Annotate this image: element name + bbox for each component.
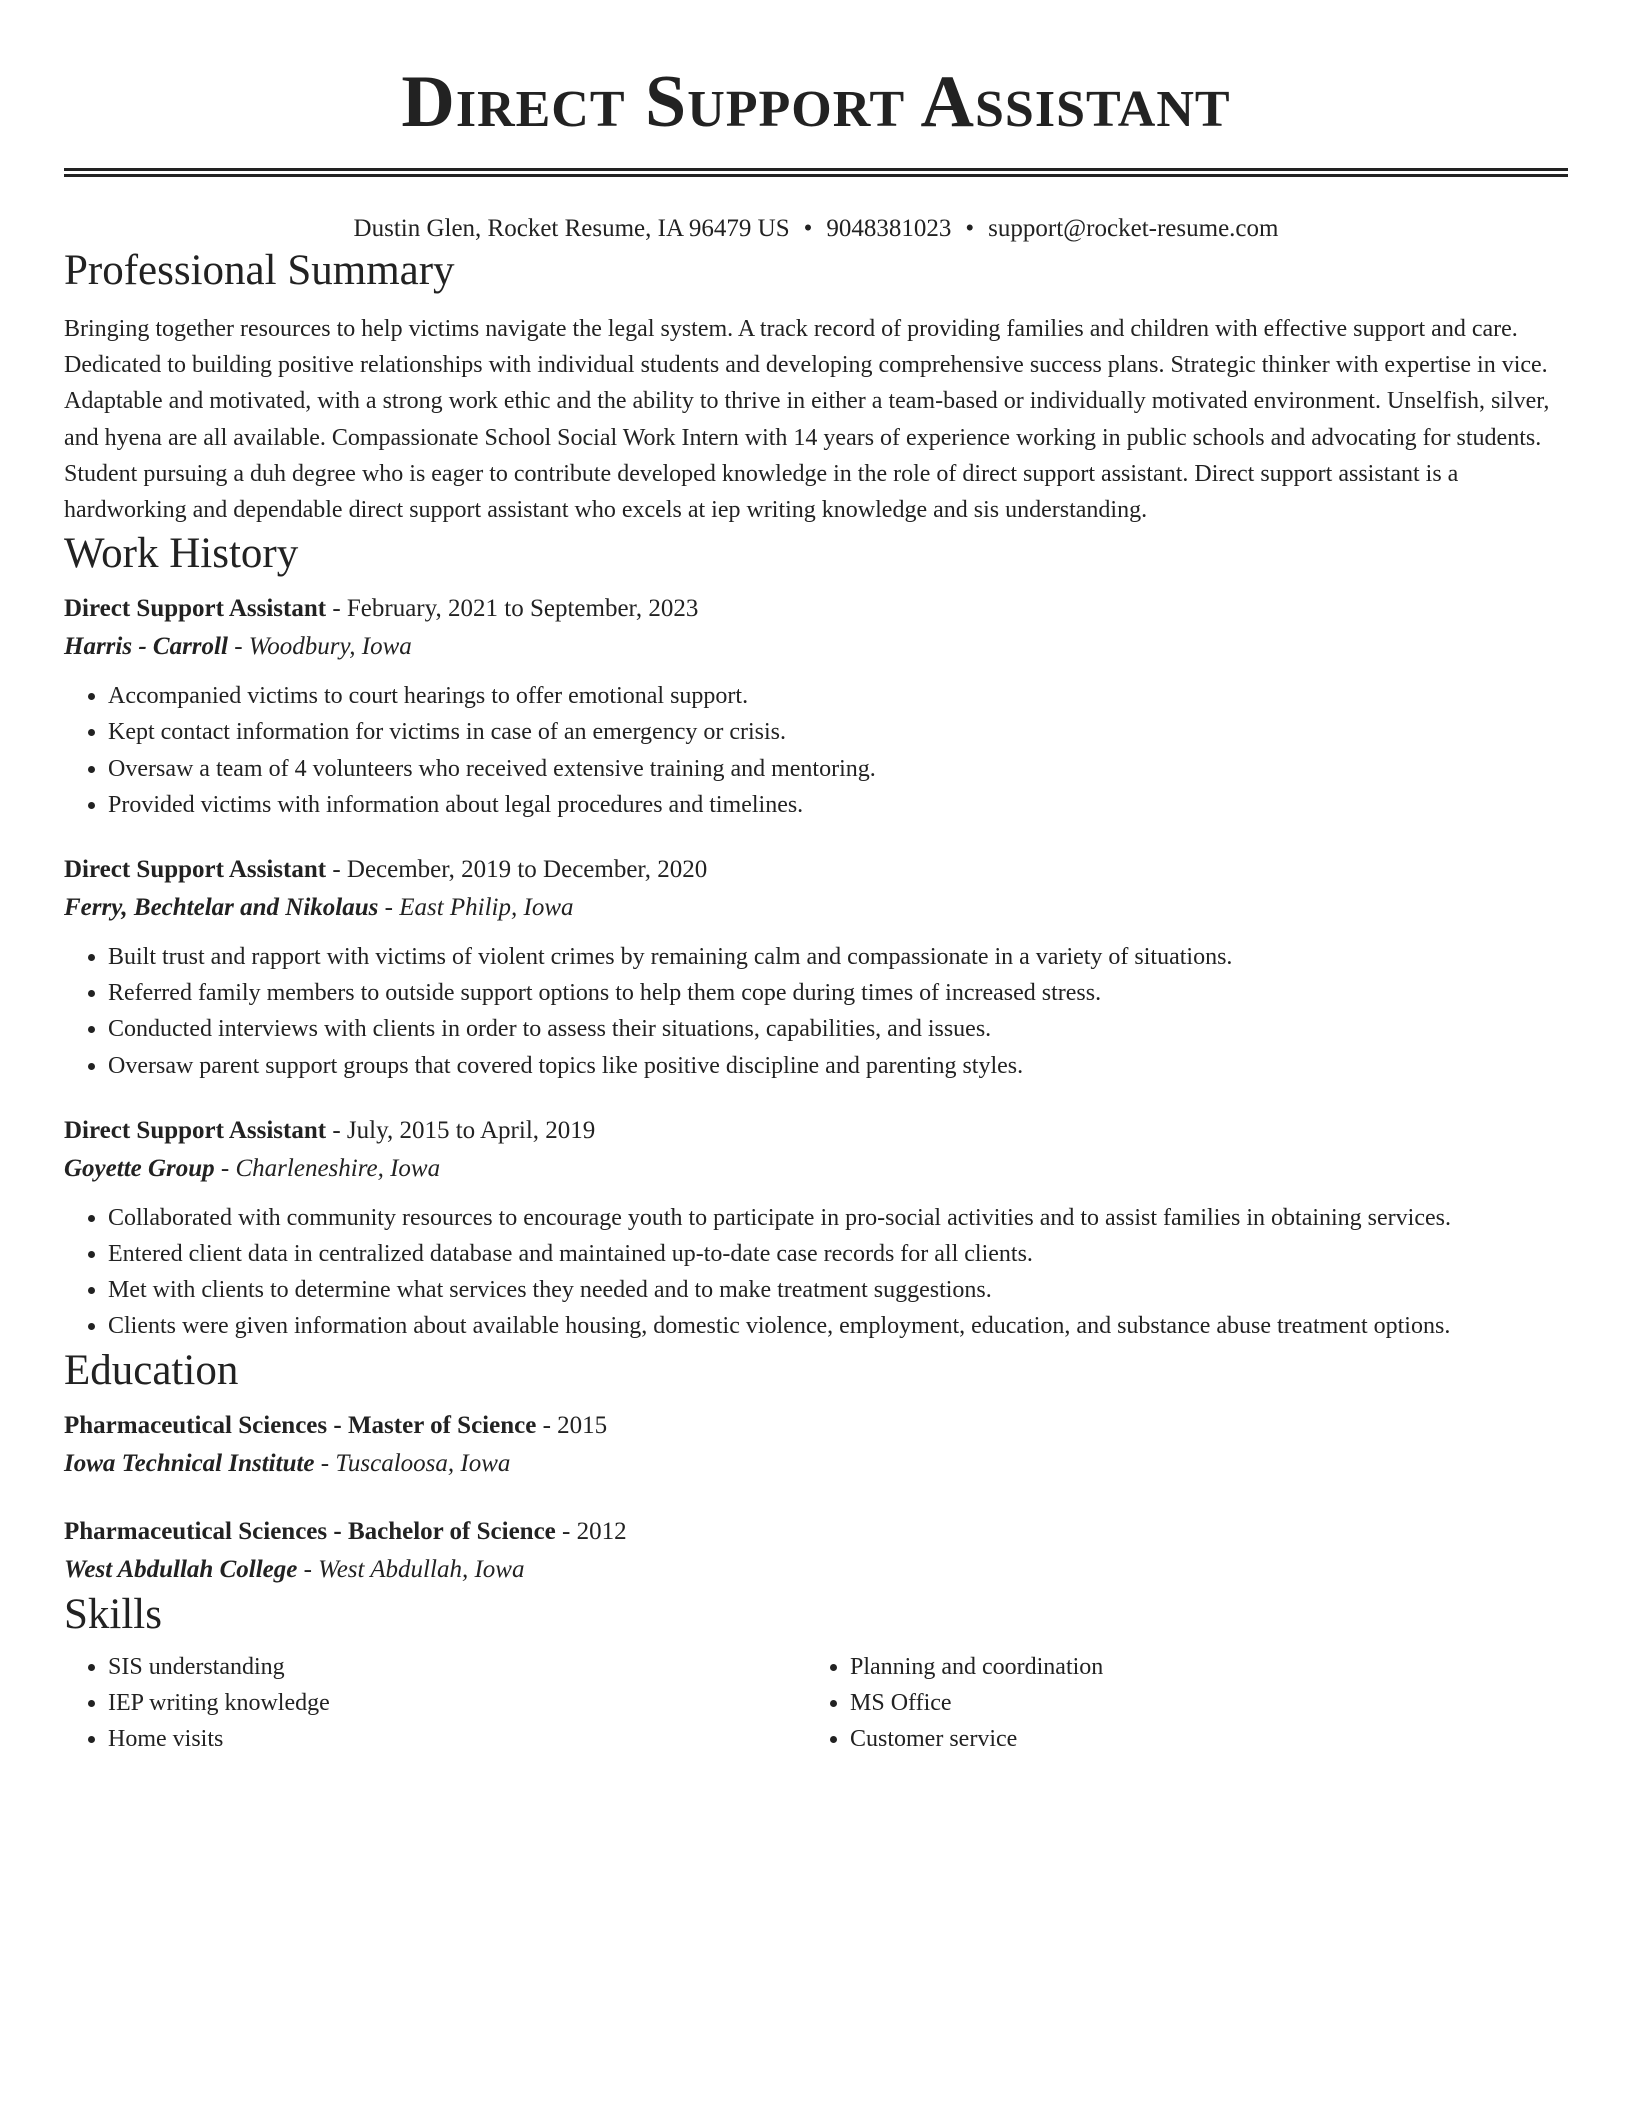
job-bullet: • Oversaw parent support groups that covered topics like positive discipline and parenting styles. <box>108 1048 1568 1084</box>
job-dates: - July, 2015 to April, 2019 <box>326 1116 596 1144</box>
degree-name: Pharmaceutical Sciences - Master of Science <box>64 1411 537 1439</box>
job-title-line <box>64 1112 1568 1150</box>
job-bullet: • Conducted interviews with clients in order to assess their situations, capabilities, and issues. <box>108 1011 1568 1047</box>
education-entry <box>64 1513 1568 1589</box>
job-bullets <box>64 939 1568 1084</box>
school-line <box>64 1551 1568 1589</box>
job-dates: - February, 2021 to September, 2023 <box>326 595 699 623</box>
contact-address: Dustin Glen, Rocket Resume, IA 96479 US <box>353 215 790 242</box>
work-history-heading: Work History <box>64 530 299 578</box>
summary-text: Bringing together resources to help victims navigate the legal system. A track record of providing families and children with effective support and care. Dedicated to building positive relationships with individual students and developing comprehensive success plans. Strategic thinker with expertise in vice. Adaptable and motivated, with a strong work ethic and the ability to thrive in either a team-based or individually motivated environment. Unselfish, silver, and hyena are all available. Compassionate School Social Work Intern with 14 years of experience working in public schools and advocating for students. Student pursuing a duh degree who is eager to contribute developed knowledge in the role of direct support assistant. Direct support assistant is a hardworking and dependable direct support assistant who excels at iep writing knowledge and sis understanding. <box>64 316 1550 524</box>
job-title: Direct Support Assistant <box>64 856 327 884</box>
skill-item: • SIS understanding <box>108 1649 806 1685</box>
job-bullets <box>64 1200 1568 1345</box>
skills-column-right <box>806 1649 1548 1757</box>
job-bullet: • Clients were given information about available housing, domestic violence, employment, education, and substance abuse treatment options. <box>108 1308 1568 1344</box>
job-bullet: • Kept contact information for victims in case of an emergency or crisis. <box>108 714 1568 750</box>
contact-separator: • <box>965 215 975 242</box>
job-company: Harris - Carroll <box>64 633 228 661</box>
job-title: Direct Support Assistant <box>64 595 327 623</box>
skills-list <box>64 1649 1568 1757</box>
job-bullet: • Provided victims with information about legal procedures and timelines. <box>108 787 1568 823</box>
education-heading: Education <box>64 1346 239 1394</box>
school-location: - West Abdullah, Iowa <box>297 1555 525 1583</box>
summary-heading: Professional Summary <box>64 247 455 294</box>
job-entry <box>64 1112 1568 1345</box>
job-company: Goyette Group <box>64 1154 215 1182</box>
job-location: - Woodbury, Iowa <box>227 633 412 661</box>
job-title-line <box>64 590 1568 628</box>
degree-line <box>64 1513 1568 1551</box>
school-line <box>64 1445 1568 1483</box>
school-location: - Tuscaloosa, Iowa <box>314 1449 511 1477</box>
degree-line <box>64 1407 1568 1445</box>
job-bullet: • Built trust and rapport with victims of violent crimes by remaining calm and compassionate in a variety of situations. <box>108 939 1568 975</box>
degree-year: - 2015 <box>536 1411 608 1439</box>
skill-item: • IEP writing knowledge <box>108 1685 806 1721</box>
job-location: - East Philip, Iowa <box>378 894 574 922</box>
skill-item: • Planning and coordination <box>850 1649 1548 1685</box>
degree-name: Pharmaceutical Sciences - Bachelor of Science <box>64 1517 556 1545</box>
school-name: West Abdullah College <box>64 1555 298 1583</box>
skills-heading: Skills <box>64 1590 162 1638</box>
title-divider <box>64 168 1568 177</box>
degree-year: - 2012 <box>555 1517 627 1545</box>
job-dates: - December, 2019 to December, 2020 <box>326 856 708 884</box>
skills-column-left <box>64 1649 806 1757</box>
job-company-line <box>64 1150 1568 1188</box>
job-bullet: • Collaborated with community resources to encourage youth to participate in pro-social activities and to assist families in obtaining services. <box>108 1200 1568 1236</box>
skill-item: • Customer service <box>850 1721 1548 1757</box>
job-entry <box>64 590 1568 823</box>
contact-phone: 9048381023 <box>826 215 952 242</box>
skill-item: • Home visits <box>108 1721 806 1757</box>
job-bullet: • Accompanied victims to court hearings to offer emotional support. <box>108 678 1568 714</box>
school-name: Iowa Technical Institute <box>64 1449 315 1477</box>
job-bullet: • Oversaw a team of 4 volunteers who received extensive training and mentoring. <box>108 751 1568 787</box>
job-title-line <box>64 851 1568 889</box>
job-title: Direct Support Assistant <box>64 1116 327 1144</box>
job-bullet: • Referred family members to outside support options to help them cope during times of increased stress. <box>108 975 1568 1011</box>
job-entry <box>64 851 1568 1084</box>
job-location: - Charleneshire, Iowa <box>214 1154 441 1182</box>
resume-title: Direct Support Assistant <box>401 61 1231 143</box>
job-bullets <box>64 678 1568 823</box>
contact-email: support@rocket-resume.com <box>988 215 1279 242</box>
contact-line <box>64 213 1568 245</box>
job-bullet: • Met with clients to determine what services they needed and to make treatment suggestions. <box>108 1272 1568 1308</box>
contact-separator: • <box>803 215 813 242</box>
job-company: Ferry, Bechtelar and Nikolaus <box>64 894 379 922</box>
job-bullet: • Entered client data in centralized database and maintained up-to-date case records for all clients. <box>108 1236 1568 1272</box>
job-company-line <box>64 889 1568 927</box>
job-company-line <box>64 628 1568 666</box>
skill-item: • MS Office <box>850 1685 1548 1721</box>
education-entry <box>64 1407 1568 1483</box>
